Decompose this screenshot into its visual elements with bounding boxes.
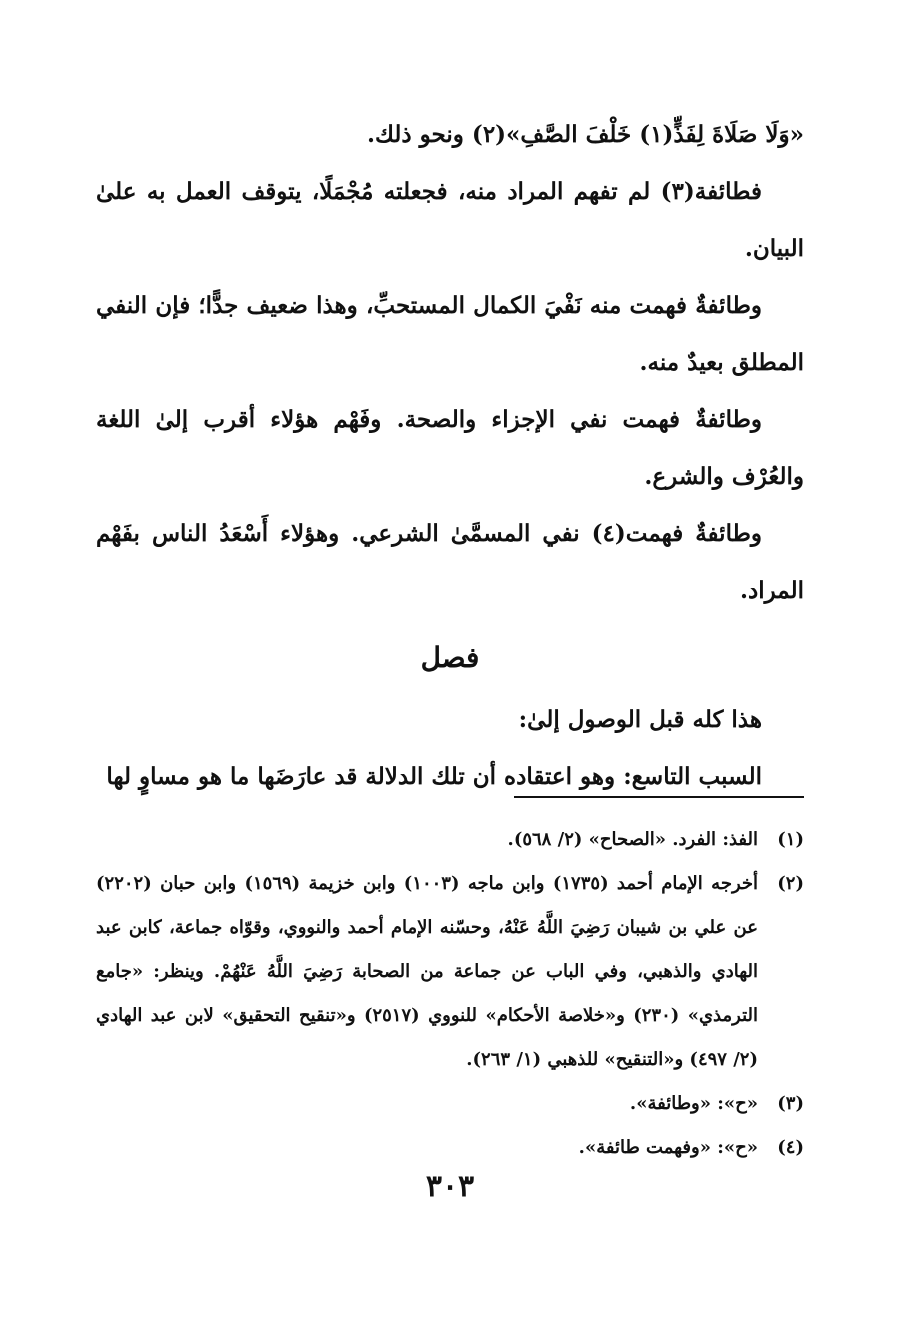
- footnote-4: [96, 1126, 804, 1170]
- section-title: فصل: [420, 641, 480, 674]
- footnote-1: [96, 818, 804, 862]
- reason-text: وهو اعتقاده أن تلك الدلالة قد عارَضَها ما هو مساوٍ لها: [106, 763, 616, 790]
- footnotes-section: [96, 818, 804, 1170]
- footnote-number: (٤): [777, 1137, 804, 1158]
- intro-line: هذا كله قبل الوصول إلىٰ:: [518, 706, 762, 733]
- paragraph-1: «وَلَا صَلَاةَ لِفَذٍّ(١) خَلْفَ الصَّفِ»(٢) ونحو ذلك.: [367, 121, 804, 148]
- paragraph-2: فطائفة(٣) لم تفهم المراد منه، فجعلته مُجْمَلًا، يتوقف العمل به علىٰ البيان.: [96, 178, 804, 262]
- footnote-number: (٢): [777, 873, 804, 894]
- footnote-number: (١): [777, 829, 804, 850]
- footnote-number: (٣): [777, 1093, 804, 1114]
- footnote-text: «ح»: «وفهمت طائفة».: [578, 1137, 758, 1158]
- paragraph-5: وطائفةٌ فهمت(٤) نفي المسمَّىٰ الشرعي. وهؤلاء أَسْعَدُ الناس بفَهْم المراد.: [96, 520, 804, 604]
- footnote-text: أخرجه الإمام أحمد (١٧٣٥) وابن ماجه (١٠٠٣) وابن خزيمة (١٥٦٩) وابن حبان (٢٢٠٢) عن علي بن شيبان رَضِيَ اللَّهُ عَنْهُ، وحسّنه الإمام أحمد والنووي، وقوّاه جماعة، كابن عبد الهادي والذهبي، وفي الباب عن جماعة من الصحابة رَضِيَ اللَّهُ عَنْهُمْ. وينظر: «جامع الترمذي» (٢٣٠) و«خلاصة الأحكام» للنووي (٢٥١٧) و«تنقيح التحقيق» لابن عبد الهادي (٢/ ٤٩٧) و«التنقيح» للذهبي (١/ ٢٦٣).: [96, 873, 759, 1070]
- paragraph-3: وطائفةٌ فهمت منه نَفْيَ الكمال المستحبِّ، وهذا ضعيف جدًّا؛ فإن النفي المطلق بعيدٌ منه.: [96, 292, 804, 376]
- page-number: ٣٠٣: [425, 1169, 475, 1204]
- footnotes-separator: [514, 796, 804, 798]
- paragraph-4: وطائفةٌ فهمت نفي الإجزاء والصحة. وفَهْم هؤلاء أقرب إلىٰ اللغة والعُرْف والشرع.: [96, 406, 804, 490]
- footnote-text: الفذ: الفرد. «الصحاح» (٢/ ٥٦٨).: [507, 829, 758, 850]
- footnote-3: [96, 1082, 804, 1126]
- footnote-2: [96, 862, 804, 1082]
- document-page: [96, 96, 804, 1226]
- footnote-text: «ح»: «وطائفة».: [629, 1093, 758, 1114]
- reason-label: السبب التاسع:: [623, 763, 762, 790]
